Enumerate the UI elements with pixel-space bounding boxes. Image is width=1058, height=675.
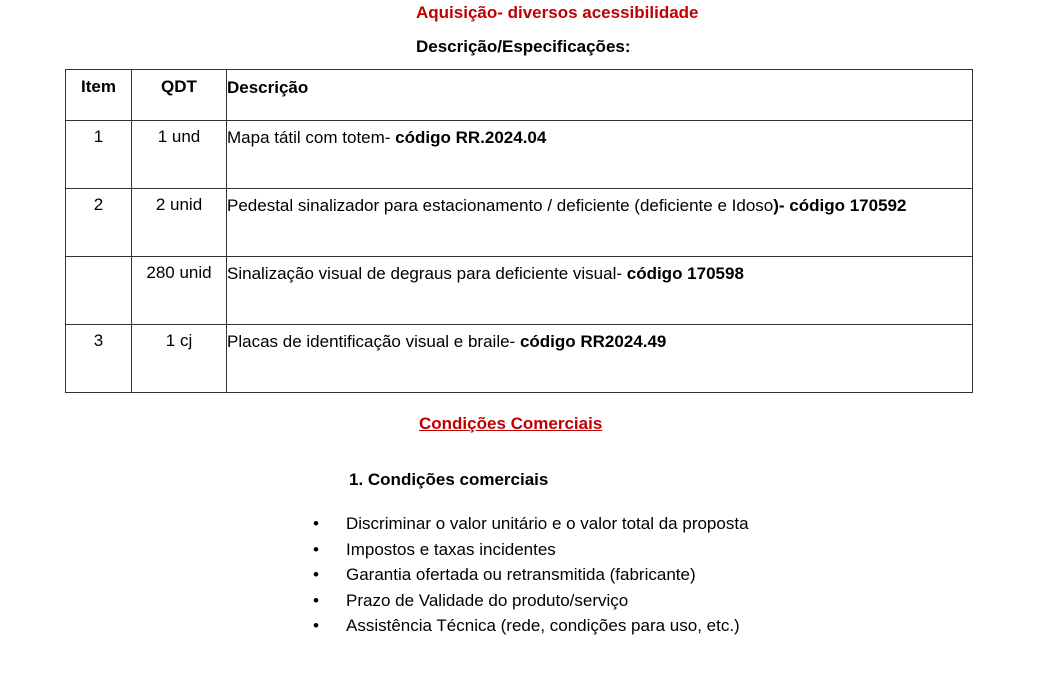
cell-item: 3 xyxy=(66,325,132,393)
bullet-icon: • xyxy=(313,590,319,610)
column-header-qdt: QDT xyxy=(132,70,227,121)
description-text: Placas de identificação visual e braile- xyxy=(227,332,520,351)
commercial-conditions-list xyxy=(313,514,749,642)
description-text: Pedestal sinalizador para estacionamento / deficiente (deficiente e Idoso xyxy=(227,196,774,215)
specifications-subtitle: Descrição/Especificações: xyxy=(416,37,631,56)
specification-table xyxy=(65,69,973,393)
table-row xyxy=(66,189,973,257)
cell-qdt: 2 unid xyxy=(132,189,227,257)
cell-qdt: 280 unid xyxy=(132,257,227,325)
column-header-item: Item xyxy=(66,70,132,121)
list-item-text: Impostos e taxas incidentes xyxy=(346,539,556,559)
cell-item xyxy=(66,257,132,325)
description-code: código 170598 xyxy=(626,264,744,283)
cell-qdt: 1 cj xyxy=(132,325,227,393)
cell-description xyxy=(227,325,973,393)
list-item-text: Prazo de Validade do produto/serviço xyxy=(346,590,629,610)
description-code: código RR2024.49 xyxy=(519,332,667,351)
list-item xyxy=(313,540,749,566)
description-text: Mapa tátil com totem- xyxy=(227,128,396,147)
bullet-icon: • xyxy=(313,565,319,585)
list-item xyxy=(313,565,749,591)
table-row xyxy=(66,325,973,393)
column-header-description: Descrição xyxy=(227,70,973,121)
cell-description xyxy=(227,189,973,257)
table-header-row xyxy=(66,70,973,121)
commercial-conditions-section-title: 1. Condições comerciais xyxy=(349,470,549,489)
description-code: )- código 170592 xyxy=(773,196,907,215)
commercial-conditions-heading: Condições Comerciais xyxy=(419,414,603,433)
list-item xyxy=(313,514,749,540)
list-item-text: Assistência Técnica (rede, condições para uso, etc.) xyxy=(346,616,740,636)
list-item xyxy=(313,616,749,642)
table-row xyxy=(66,257,973,325)
list-item-text: Discriminar o valor unitário e o valor total da proposta xyxy=(346,514,749,533)
cell-qdt: 1 und xyxy=(132,121,227,189)
document-title: Aquisição- diversos acessibilidade xyxy=(416,3,699,22)
description-code: código RR.2024.04 xyxy=(395,128,547,147)
cell-item: 1 xyxy=(66,121,132,189)
table-row xyxy=(66,121,973,189)
cell-description xyxy=(227,257,973,325)
bullet-icon: • xyxy=(313,616,319,636)
description-text: Sinalização visual de degraus para deficiente visual- xyxy=(227,264,627,283)
bullet-icon: • xyxy=(313,539,319,559)
bullet-icon: • xyxy=(313,514,319,533)
cell-description xyxy=(227,121,973,189)
list-item-text: Garantia ofertada ou retransmitida (fabricante) xyxy=(346,565,696,585)
list-item xyxy=(313,591,749,617)
cell-item: 2 xyxy=(66,189,132,257)
